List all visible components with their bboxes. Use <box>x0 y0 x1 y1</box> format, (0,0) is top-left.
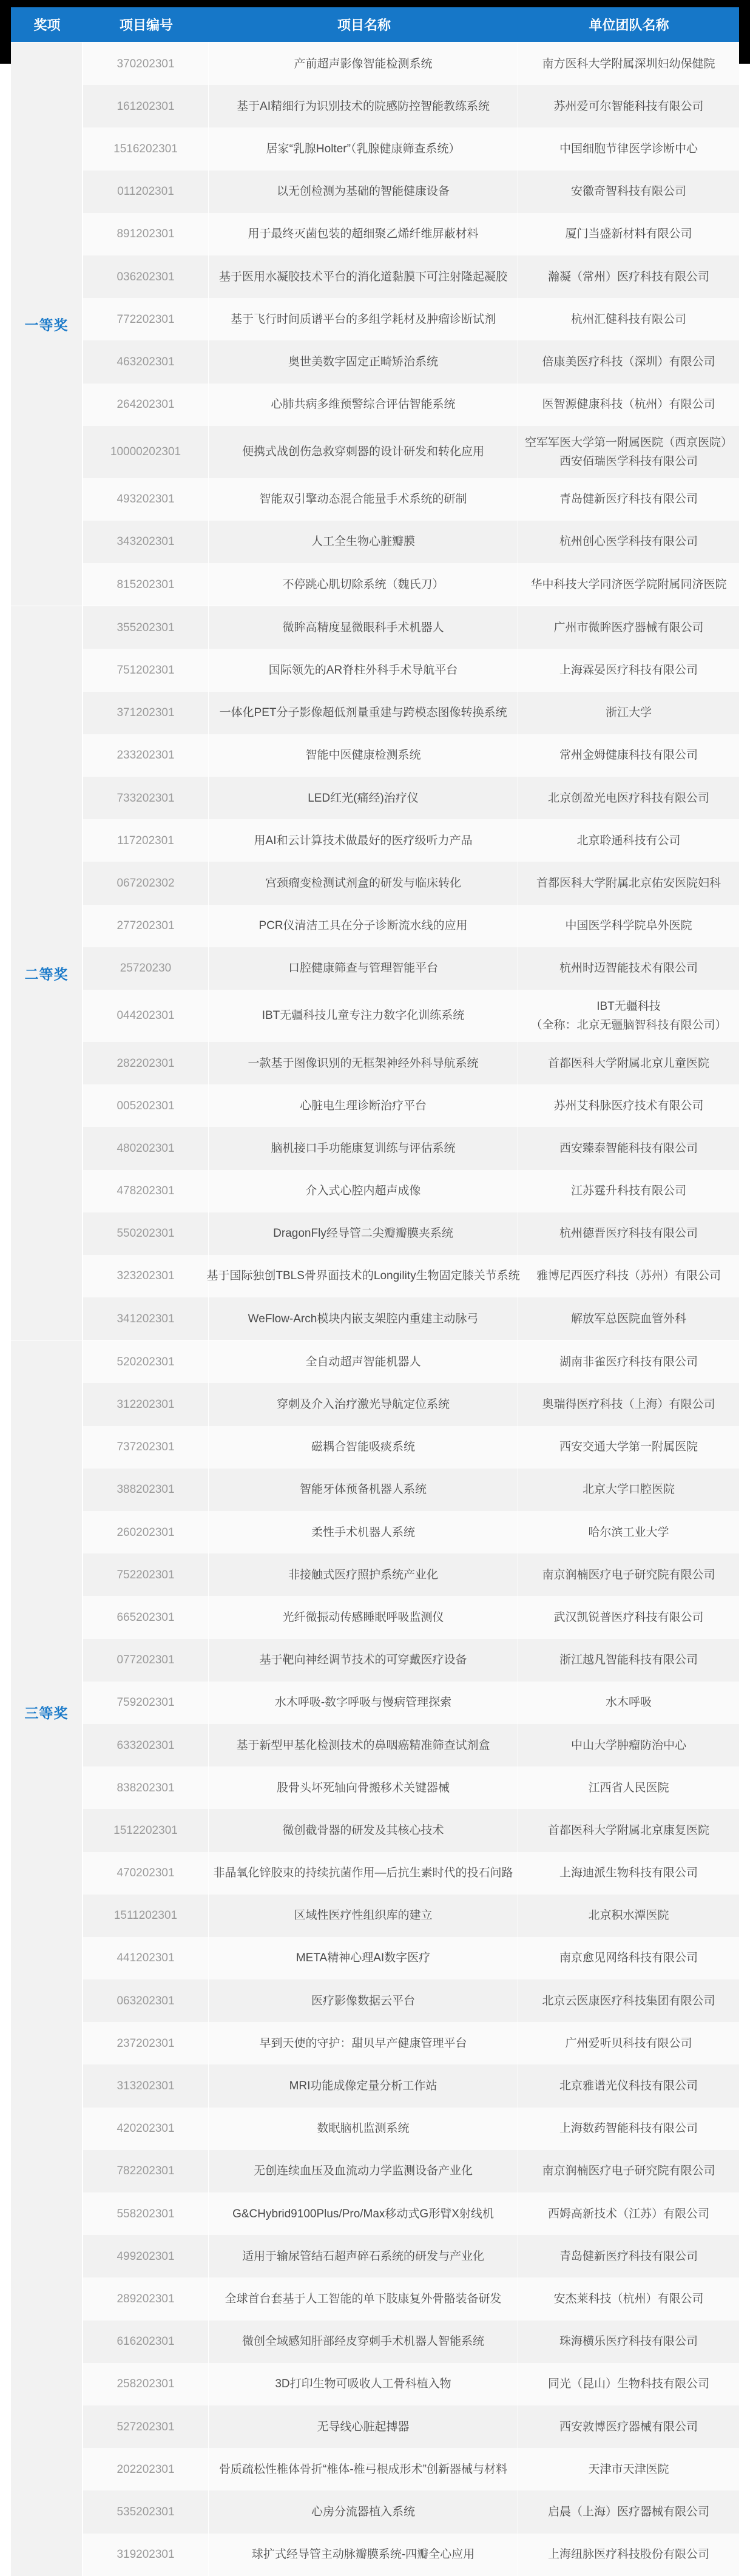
team-name-cell: 北京积水潭医院 <box>518 1895 739 1937</box>
project-name-cell: 基于飞行时间质谱平台的多组学耗材及肿瘤诊断试剂 <box>208 298 518 340</box>
project-id-cell: 313202301 <box>117 2080 175 2093</box>
project-name-cell: IBT无疆科技儿童专注力数字化训练系统 <box>208 990 518 1042</box>
project-id-cell: 044202301 <box>117 1009 175 1023</box>
project-name-cell: 国际领先的AR脊柱外科手术导航平台 <box>208 649 518 691</box>
project-id-cell: 751202301 <box>117 664 175 677</box>
header-project-name: 项目名称 <box>337 18 391 33</box>
table-row <box>83 905 739 947</box>
table-row <box>83 947 739 990</box>
table-row <box>83 340 739 383</box>
award-cell <box>11 42 83 606</box>
project-name-cell: 股骨头坏死轴向骨搬移术关键器械 <box>208 1766 518 1809</box>
table-row <box>83 478 739 521</box>
project-name-cell: 全球首台套基于人工智能的单下肢康复外骨骼装备研发 <box>208 2277 518 2320</box>
table-row <box>83 692 739 734</box>
table-row <box>83 426 739 478</box>
team-name-cell: 杭州汇健科技有限公司 <box>518 298 739 340</box>
project-id-cell: 323202301 <box>117 1269 175 1283</box>
table-row <box>83 2490 739 2533</box>
table-row <box>83 171 739 213</box>
table-row <box>83 2108 739 2150</box>
table-row <box>83 521 739 563</box>
project-id-cell: 733202301 <box>117 791 175 805</box>
table-row <box>83 1682 739 1724</box>
team-name-cell: 苏州艾科脉医疗技术有限公司 <box>518 1084 739 1127</box>
team-name-cell: 上海迪派生物科技有限公司 <box>518 1852 739 1895</box>
project-name-cell: 以无创检测为基础的智能健康设备 <box>208 171 518 213</box>
project-name-cell: 微眸高精度显微眼科手术机器人 <box>208 606 518 649</box>
project-id-cell: 1516202301 <box>113 142 178 155</box>
team-name-cell: 水木呼吸 <box>518 1682 739 1724</box>
project-name-cell: 产前超声影像智能检测系统 <box>208 42 518 85</box>
team-name-cell: 武汉凯锐普医疗科技有限公司 <box>518 1596 739 1638</box>
header-team-name: 单位团队名称 <box>589 18 669 33</box>
table-row <box>83 1469 739 1511</box>
team-name-cell: 西安敦博医疗器械有限公司 <box>518 2405 739 2448</box>
team-name-cell: 空军军医大学第一附属医院（西京医院） 西安佰瑞医学科技有限公司 <box>518 426 739 478</box>
award-cell <box>11 1340 83 2575</box>
table-row <box>83 2363 739 2405</box>
project-name-cell: 适用于输尿管结石超声碎石系统的研发与产业化 <box>208 2235 518 2277</box>
project-name-cell: 智能双引擎动态混合能量手术系统的研制 <box>208 478 518 521</box>
project-name-cell: 便携式战创伤急救穿刺器的设计研发和转化应用 <box>208 426 518 478</box>
team-name-cell: 启晨（上海）医疗器械有限公司 <box>518 2490 739 2533</box>
project-id-cell: 343202301 <box>117 535 175 549</box>
team-name-cell: 中国医学科学院阜外医院 <box>518 905 739 947</box>
project-id-cell: 499202301 <box>117 2250 175 2263</box>
project-id-cell: 011202301 <box>117 185 174 198</box>
team-name-cell: 解放军总医院血管外科 <box>518 1297 739 1340</box>
table-body <box>11 42 739 2576</box>
project-name-cell: 不停跳心肌切除系统（魏氏刀） <box>208 563 518 606</box>
project-name-cell: LED红光(痛经)治疗仪 <box>208 777 518 819</box>
table-row <box>83 127 739 170</box>
table-row <box>83 606 739 649</box>
project-id-cell: 264202301 <box>117 398 175 411</box>
project-name-cell: MRI功能成像定量分析工作站 <box>208 2064 518 2107</box>
project-name-cell: 基于靶向神经调节技术的可穿戴医疗设备 <box>208 1639 518 1682</box>
project-name-cell: META精神心理AI数字医疗 <box>208 1937 518 1979</box>
team-name-cell: 广州爱听贝科技有限公司 <box>518 2022 739 2064</box>
table-row <box>83 1255 739 1297</box>
project-name-cell: 微创全域感知肝部经皮穿刺手术机器人智能系统 <box>208 2321 518 2363</box>
project-id-cell: 527202301 <box>117 2420 175 2433</box>
project-name-cell: DragonFly经导管二尖瓣瓣膜夹系统 <box>208 1212 518 1255</box>
table-row <box>83 1170 739 1212</box>
team-name-cell: 安徽奇智科技有限公司 <box>518 171 739 213</box>
project-name-cell: 医疗影像数据云平台 <box>208 1979 518 2022</box>
project-name-cell: 用AI和云计算技术做最好的医疗级听力产品 <box>208 819 518 862</box>
team-name-cell: 雅博尼西医疗科技（苏州）有限公司 <box>518 1255 739 1297</box>
table-row <box>83 1383 739 1425</box>
team-name-cell: 青岛健新医疗科技有限公司 <box>518 2235 739 2277</box>
project-name-cell: WeFlow-Arch模块内嵌支架腔内重建主动脉弓 <box>208 1297 518 1340</box>
project-id-cell: 312202301 <box>117 1398 175 1411</box>
project-name-cell: 人工全生物心脏瓣膜 <box>208 521 518 563</box>
table-row <box>83 1553 739 1596</box>
project-id-cell: 063202301 <box>117 1994 175 2007</box>
project-id-cell: 759202301 <box>117 1696 175 1709</box>
table-row <box>83 1127 739 1169</box>
team-name-cell: 浙江大学 <box>518 692 739 734</box>
team-name-cell: 西姆高新技术（江苏）有限公司 <box>518 2192 739 2235</box>
project-id-cell: 478202301 <box>117 1185 175 1198</box>
awards-table <box>11 7 739 2576</box>
project-name-cell: 心脏电生理诊断治疗平台 <box>208 1084 518 1127</box>
project-id-cell: 665202301 <box>117 1611 175 1624</box>
table-row <box>83 1724 739 1766</box>
award-label: 二等奖 <box>24 966 69 982</box>
project-name-cell: 穿刺及介入治疗激光导航定位系统 <box>208 1383 518 1425</box>
project-name-cell: 口腔健康筛查与管理智能平台 <box>208 947 518 990</box>
table-row <box>83 2448 739 2490</box>
project-id-cell: 558202301 <box>117 2207 175 2220</box>
team-name-cell: 同光（昆山）生物科技有限公司 <box>518 2363 739 2405</box>
team-name-cell: 哈尔滨工业大学 <box>518 1511 739 1553</box>
project-id-cell: 480202301 <box>117 1141 175 1155</box>
project-id-cell: 341202301 <box>117 1312 175 1325</box>
header-project-id: 项目编号 <box>119 18 173 33</box>
table-row <box>83 1340 739 1383</box>
project-id-cell: 25720230 <box>120 962 172 975</box>
team-name-cell: 北京创盈光电医疗科技有限公司 <box>518 777 739 819</box>
project-name-cell: 无创连续血压及血流动力学监测设备产业化 <box>208 2150 518 2192</box>
project-name-cell: 居家“乳腺Holter”（乳腺健康筛查系统） <box>208 127 518 170</box>
project-name-cell: 水木呼吸-数字呼吸与慢病管理探索 <box>208 1682 518 1724</box>
award-section <box>11 606 739 1340</box>
project-name-cell: 非接触式医疗照护系统产业化 <box>208 1553 518 1596</box>
table-row <box>83 777 739 819</box>
project-name-cell: 基于医用水凝胶技术平台的消化道黏膜下可注射隆起凝胶 <box>208 255 518 298</box>
project-id-cell: 202202301 <box>117 2463 175 2476</box>
project-id-cell: 319202301 <box>117 2548 175 2561</box>
team-name-cell: 上海霖晏医疗科技有限公司 <box>518 649 739 691</box>
project-id-cell: 388202301 <box>117 1483 175 1496</box>
project-id-cell: 370202301 <box>117 57 175 70</box>
project-id-cell: 420202301 <box>117 2122 175 2135</box>
team-name-cell: 杭州时迈智能技术有限公司 <box>518 947 739 990</box>
project-id-cell: 550202301 <box>117 1227 175 1240</box>
project-id-cell: 067202302 <box>117 876 175 890</box>
section-rows <box>83 1340 739 2575</box>
section-rows <box>83 42 739 606</box>
project-id-cell: 838202301 <box>117 1781 175 1794</box>
table-row <box>83 2235 739 2277</box>
team-name-cell: 医智源健康科技（杭州）有限公司 <box>518 384 739 426</box>
project-id-cell: 117202301 <box>117 834 174 847</box>
team-name-cell: 南方医科大学附属深圳妇幼保健院 <box>518 42 739 85</box>
table-row <box>83 2022 739 2064</box>
project-name-cell: 球扩式经导管主动脉瓣膜系统-四瓣全心应用 <box>208 2534 518 2576</box>
team-name-cell: 北京大学口腔医院 <box>518 1469 739 1511</box>
project-name-cell: 智能牙体预备机器人系统 <box>208 1469 518 1511</box>
award-cell <box>11 606 83 1340</box>
project-id-cell: 10000202301 <box>110 445 181 459</box>
award-label: 三等奖 <box>24 1705 69 1722</box>
team-name-cell: 西安臻泰智能科技有限公司 <box>518 1127 739 1169</box>
team-name-cell: 奥瑞得医疗科技（上海）有限公司 <box>518 1383 739 1425</box>
award-section <box>11 1340 739 2575</box>
project-name-cell: 3D打印生物可吸收人工骨科植入物 <box>208 2363 518 2405</box>
team-name-cell: 北京云医康医疗科技集团有限公司 <box>518 1979 739 2022</box>
table-row <box>83 1852 739 1895</box>
team-name-cell: 北京雅谱光仪科技有限公司 <box>518 2064 739 2107</box>
table-row <box>83 1937 739 1979</box>
table-row <box>83 1084 739 1127</box>
table-row <box>83 1639 739 1682</box>
team-name-cell: 杭州创心医学科技有限公司 <box>518 521 739 563</box>
table-header <box>11 7 739 42</box>
team-name-cell: 安杰莱科技（杭州）有限公司 <box>518 2277 739 2320</box>
team-name-cell: 西安交通大学第一附属医院 <box>518 1426 739 1469</box>
project-name-cell: 一款基于图像识别的无框架神经外科导航系统 <box>208 1042 518 1084</box>
team-name-cell: 瀚凝（常州）医疗科技有限公司 <box>518 255 739 298</box>
team-name-cell: 华中科技大学同济医学院附属同济医院 <box>518 563 739 606</box>
table-row <box>83 1297 739 1340</box>
project-id-cell: 282202301 <box>117 1056 175 1070</box>
project-id-cell: 161202301 <box>117 100 175 113</box>
table-row <box>83 384 739 426</box>
project-id-cell: 258202301 <box>117 2378 175 2391</box>
project-id-cell: 441202301 <box>117 1952 175 1965</box>
table-row <box>83 2534 739 2576</box>
project-id-cell: 891202301 <box>117 228 175 241</box>
section-rows <box>83 606 739 1340</box>
team-name-cell: IBT无疆科技 （全称：北京无疆脑智科技有限公司） <box>518 990 739 1042</box>
table-row <box>83 1596 739 1638</box>
project-name-cell: 一体化PET分子影像超低剂量重建与跨模态图像转换系统 <box>208 692 518 734</box>
project-name-cell: PCR仪清洁工具在分子诊断流水线的应用 <box>208 905 518 947</box>
project-name-cell: 骨质疏松性椎体骨折“椎体-椎弓根成形术”创新器械与材料 <box>208 2448 518 2490</box>
project-name-cell: 基于AI精细行为识别技术的院感防控智能教练系统 <box>208 85 518 127</box>
table-row <box>83 990 739 1042</box>
project-id-cell: 463202301 <box>117 355 175 368</box>
table-row <box>83 2277 739 2320</box>
team-name-cell: 珠海横乐医疗科技有限公司 <box>518 2321 739 2363</box>
project-id-cell: 752202301 <box>117 1568 175 1581</box>
project-id-cell: 633202301 <box>117 1739 175 1752</box>
project-name-cell: 全自动超声智能机器人 <box>208 1340 518 1383</box>
team-name-cell: 江西省人民医院 <box>518 1766 739 1809</box>
table-row <box>83 298 739 340</box>
project-name-cell: 基于新型甲基化检测技术的鼻咽癌精准筛查试剂盒 <box>208 1724 518 1766</box>
table-row <box>83 2321 739 2363</box>
project-name-cell: 非晶氧化锌胶束的持续抗菌作用—后抗生素时代的投石问路 <box>208 1852 518 1895</box>
project-name-cell: 宫颈瘤变检测试剂盒的研发与临床转化 <box>208 862 518 904</box>
project-name-cell: 心房分流器植入系统 <box>208 2490 518 2533</box>
table-row <box>83 862 739 904</box>
table-row <box>83 1212 739 1255</box>
project-id-cell: 493202301 <box>117 493 175 506</box>
project-id-cell: 535202301 <box>117 2505 175 2518</box>
team-name-cell: 浙江越凡智能科技有限公司 <box>518 1639 739 1682</box>
table-row <box>83 42 739 85</box>
award-section <box>11 42 739 606</box>
project-name-cell: 用于最终灭菌包装的超细聚乙烯纤维屏蔽材料 <box>208 213 518 255</box>
table-row <box>83 819 739 862</box>
table-row <box>83 2064 739 2107</box>
table-row <box>83 1895 739 1937</box>
project-name-cell: 柔性手术机器人系统 <box>208 1511 518 1553</box>
project-name-cell: 介入式心腔内超声成像 <box>208 1170 518 1212</box>
project-name-cell: 区域性医疗性组织库的建立 <box>208 1895 518 1937</box>
header-award: 奖项 <box>33 18 61 33</box>
table-row <box>83 1042 739 1084</box>
table-row <box>83 2405 739 2448</box>
project-name-cell: 脑机接口手功能康复训练与评估系统 <box>208 1127 518 1169</box>
project-id-cell: 233202301 <box>117 749 175 762</box>
project-name-cell: G&CHybrid9100Plus/Pro/Max移动式G形臂X射线机 <box>208 2192 518 2235</box>
team-name-cell: 上海数药智能科技有限公司 <box>518 2108 739 2150</box>
team-name-cell: 苏州爱可尔智能科技有限公司 <box>518 85 739 127</box>
project-id-cell: 737202301 <box>117 1441 175 1454</box>
table-row <box>83 1979 739 2022</box>
project-name-cell: 数眠脑机监测系统 <box>208 2108 518 2150</box>
table-row <box>83 255 739 298</box>
project-id-cell: 616202301 <box>117 2335 175 2348</box>
team-name-cell: 倍康美医疗科技（深圳）有限公司 <box>518 340 739 383</box>
project-id-cell: 371202301 <box>117 706 175 720</box>
table-row <box>83 734 739 777</box>
project-name-cell: 早到天使的守护：甜贝早产健康管理平台 <box>208 2022 518 2064</box>
project-id-cell: 470202301 <box>117 1867 175 1880</box>
team-name-cell: 厦门当盛新材料有限公司 <box>518 213 739 255</box>
team-name-cell: 上海纽脉医疗科技股份有限公司 <box>518 2534 739 2576</box>
project-id-cell: 355202301 <box>117 621 175 634</box>
project-id-cell: 005202301 <box>117 1099 175 1112</box>
team-name-cell: 天津市天津医院 <box>518 2448 739 2490</box>
project-id-cell: 1512202301 <box>113 1824 178 1837</box>
project-id-cell: 237202301 <box>117 2037 175 2050</box>
project-name-cell: 磁耦合智能吸痰系统 <box>208 1426 518 1469</box>
table-row <box>83 2150 739 2192</box>
project-id-cell: 036202301 <box>117 270 175 283</box>
table-row <box>83 213 739 255</box>
project-id-cell: 772202301 <box>117 313 175 326</box>
table-row <box>83 85 739 127</box>
project-id-cell: 815202301 <box>117 578 175 591</box>
project-name-cell: 光纤微振动传感睡眠呼吸监测仪 <box>208 1596 518 1638</box>
team-name-cell: 中国细胞节律医学诊断中心 <box>518 127 739 170</box>
table-row <box>83 649 739 691</box>
project-name-cell: 微创截骨器的研发及其核心技术 <box>208 1809 518 1851</box>
team-name-cell: 青岛健新医疗科技有限公司 <box>518 478 739 521</box>
team-name-cell: 江苏霆升科技有限公司 <box>518 1170 739 1212</box>
team-name-cell: 湖南非雀医疗科技有限公司 <box>518 1340 739 1383</box>
team-name-cell: 南京润楠医疗电子研究院有限公司 <box>518 2150 739 2192</box>
team-name-cell: 北京聆通科技有公司 <box>518 819 739 862</box>
team-name-cell: 首都医科大学附属北京佑安医院妇科 <box>518 862 739 904</box>
project-name-cell: 奥世美数字固定正畸矫治系统 <box>208 340 518 383</box>
project-id-cell: 1511202301 <box>113 1909 178 1922</box>
project-id-cell: 782202301 <box>117 2165 175 2178</box>
project-id-cell: 277202301 <box>117 919 175 933</box>
table-row <box>83 2192 739 2235</box>
project-id-cell: 077202301 <box>117 1654 175 1667</box>
team-name-cell: 南京润楠医疗电子研究院有限公司 <box>518 1553 739 1596</box>
project-name-cell: 心肺共病多维预警综合评估智能系统 <box>208 384 518 426</box>
team-name-cell: 中山大学肿瘤防治中心 <box>518 1724 739 1766</box>
table-row <box>83 1766 739 1809</box>
table-row <box>83 563 739 606</box>
team-name-cell: 南京愈见网络科技有限公司 <box>518 1937 739 1979</box>
project-id-cell: 289202301 <box>117 2292 175 2305</box>
project-id-cell: 260202301 <box>117 1526 175 1539</box>
project-name-cell: 智能中医健康检测系统 <box>208 734 518 777</box>
team-name-cell: 首都医科大学附属北京儿童医院 <box>518 1042 739 1084</box>
project-name-cell: 无导线心脏起搏器 <box>208 2405 518 2448</box>
team-name-cell: 常州金姆健康科技有限公司 <box>518 734 739 777</box>
project-name-cell: 基于国际独创TBLS骨界面技术的Longility生物固定膝关节系统 <box>208 1255 518 1297</box>
team-name-cell: 杭州德晋医疗科技有限公司 <box>518 1212 739 1255</box>
project-id-cell: 520202301 <box>117 1355 175 1368</box>
team-name-cell: 首都医科大学附属北京康复医院 <box>518 1809 739 1851</box>
table-row <box>83 1511 739 1553</box>
table-row <box>83 1809 739 1851</box>
award-label: 一等奖 <box>24 317 69 333</box>
table-row <box>83 1426 739 1469</box>
team-name-cell: 广州市微眸医疗器械有限公司 <box>518 606 739 649</box>
